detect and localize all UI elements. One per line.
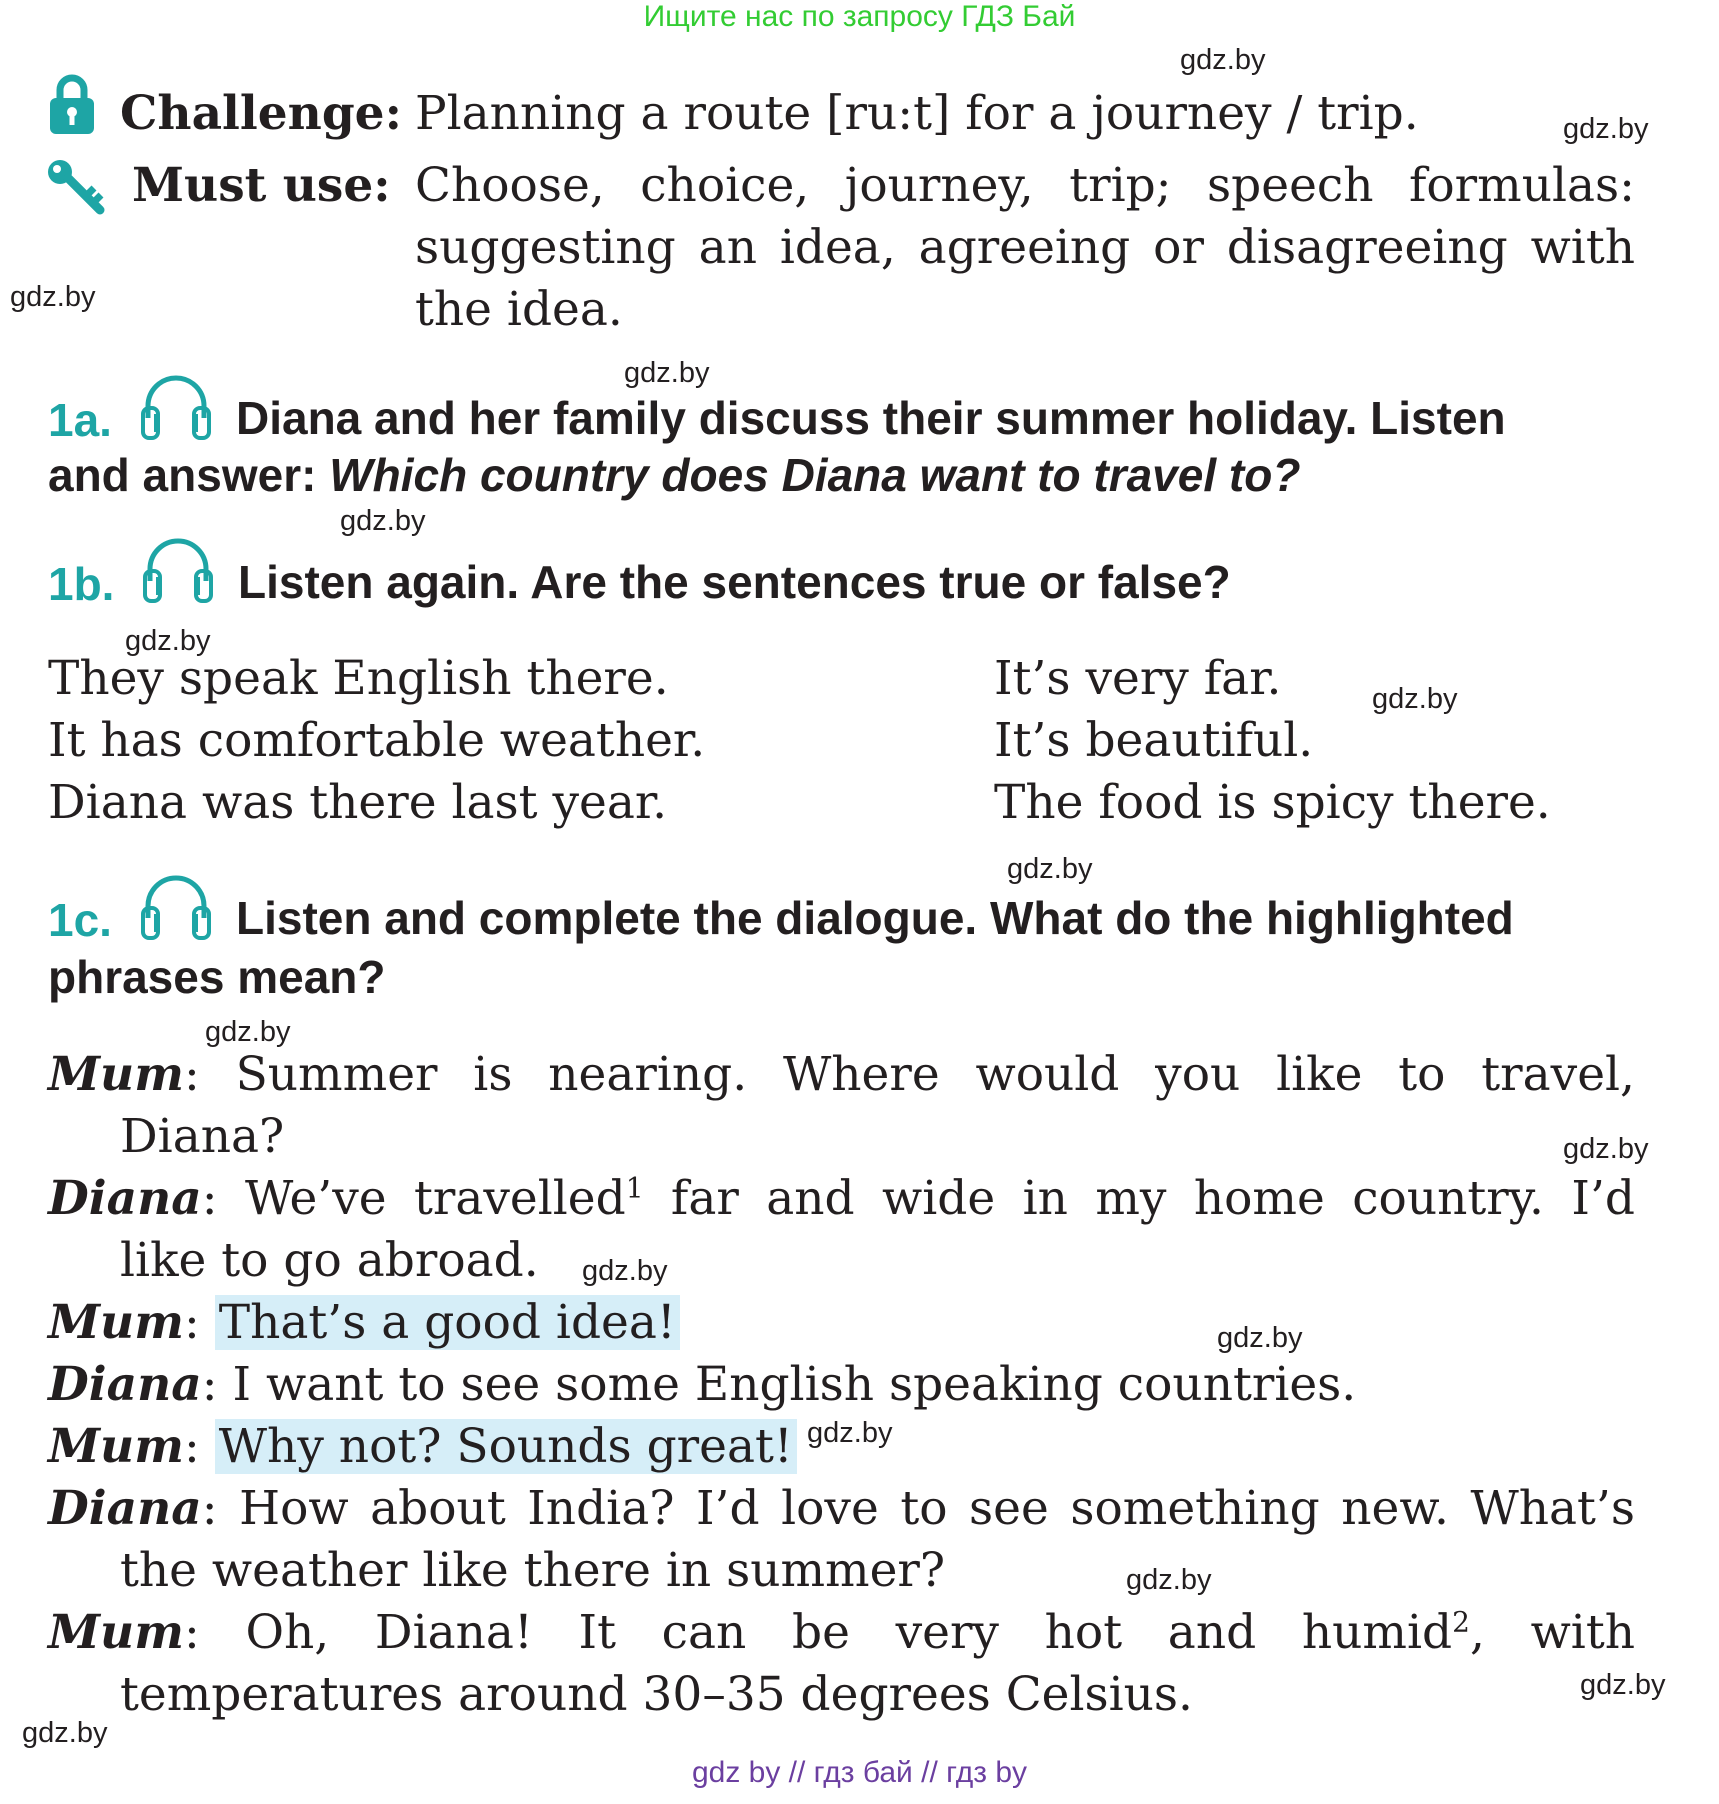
dialogue-line: Mum: That’s a good idea! [48, 1295, 680, 1350]
sentence-left: Diana was there last year. [48, 775, 668, 830]
must-use-line: suggesting an idea, agreeing or disagreeing with [415, 220, 1635, 275]
watermark: gdz.by [1126, 1564, 1212, 1596]
dialogue-line: Mum: Summer is nearing. Where would you like to travel, [48, 1047, 1635, 1102]
task-1c-line1: Listen and complete the dialogue. What do the highlighted [236, 892, 1514, 944]
watermark: gdz.by [1007, 853, 1093, 885]
speaker-mum: Mum [48, 1419, 184, 1474]
watermark: gdz.by [10, 281, 96, 313]
speaker-diana: Diana [48, 1357, 202, 1412]
lock-icon [48, 72, 96, 136]
must-use-line: the idea. [415, 282, 623, 337]
footnote-marker: 1 [625, 1171, 644, 1205]
task-1a-line2-plain: and answer: [48, 449, 330, 501]
dialogue-line: Diana: I want to see some English speaking countries. [48, 1357, 1357, 1412]
top-banner: Ищите нас по запросу ГДЗ Бай [643, 0, 1076, 33]
speaker-mum: Mum [48, 1295, 184, 1350]
dialogue-line: Diana: How about India? I’d love to see something new. What’s [48, 1481, 1635, 1536]
task-1a-line1: Diana and her family discuss their summer holiday. Listen [236, 392, 1506, 444]
sentence-right: The food is spicy there. [994, 775, 1551, 830]
watermark: gdz.by [582, 1255, 668, 1287]
challenge-text: Planning a route [ru:t] for a journey / trip. [415, 86, 1419, 141]
watermark: gdz.by [624, 357, 710, 389]
watermark: gdz.by [22, 1717, 108, 1749]
headphones-icon [140, 870, 212, 940]
watermark: gdz.by [1372, 683, 1458, 715]
watermark: gdz.by [205, 1016, 291, 1048]
watermark: gdz.by [807, 1417, 893, 1449]
watermark: gdz.by [125, 625, 211, 657]
dialogue-line: Diana: We’ve travelled$^1$ far and wide in my home country. I’d [48, 1171, 1635, 1226]
sentence-left: It has comfortable weather. [48, 713, 706, 768]
dialogue-line: Diana? [120, 1109, 285, 1164]
task-1a-question: Which country does Diana want to travel to? [329, 449, 1301, 501]
speaker-mum: Mum [48, 1047, 184, 1102]
dialogue-line: the weather like there in summer? [120, 1543, 946, 1598]
watermark: gdz.by [1180, 44, 1266, 76]
headphones-icon [142, 533, 214, 603]
speaker-diana: Diana [48, 1171, 202, 1226]
dialogue-line: Mum: Oh, Diana! It can be very hot and humid$^2$, with [48, 1605, 1635, 1660]
must-use-label: Must use: [132, 158, 391, 213]
watermark: gdz.by [1580, 1669, 1666, 1701]
task-1c-line2: phrases mean? [48, 951, 386, 1003]
key-icon [46, 158, 106, 218]
headphones-icon [140, 370, 212, 440]
must-use-line: Choose, choice, journey, trip; speech formulas: [415, 158, 1635, 213]
footnote-marker: 2 [1452, 1605, 1470, 1639]
footer-links: gdz by // гдз бай // гдз by [691, 1756, 1028, 1789]
highlighted-phrase: That’s a good idea! [215, 1295, 680, 1350]
task-1b-text: Listen again. Are the sentences true or false? [238, 556, 1231, 608]
speaker-diana: Diana [48, 1481, 202, 1536]
watermark: gdz.by [1217, 1322, 1303, 1354]
watermark: gdz.by [340, 505, 426, 537]
sentence-right: It’s beautiful. [994, 713, 1314, 768]
dialogue-line: temperatures around 30–35 degrees Celsius. [120, 1667, 1193, 1722]
highlighted-phrase: Why not? Sounds great! [215, 1419, 797, 1474]
task-1a-line2 [48, 448, 1300, 502]
dialogue-line: like to go abroad. [120, 1233, 539, 1288]
watermark: gdz.by [1563, 113, 1649, 145]
challenge-label: Challenge: [120, 86, 402, 141]
task-1c-number: 1c. [48, 894, 112, 946]
watermark: gdz.by [1563, 1133, 1649, 1165]
sentence-left: They speak English there. [48, 651, 669, 706]
speaker-mum: Mum [48, 1605, 184, 1660]
task-1b-number: 1b. [48, 558, 115, 610]
sentence-right: It’s very far. [994, 651, 1282, 706]
task-1a-number: 1a. [48, 394, 112, 446]
dialogue-line: Mum: Why not? Sounds great! [48, 1419, 797, 1474]
